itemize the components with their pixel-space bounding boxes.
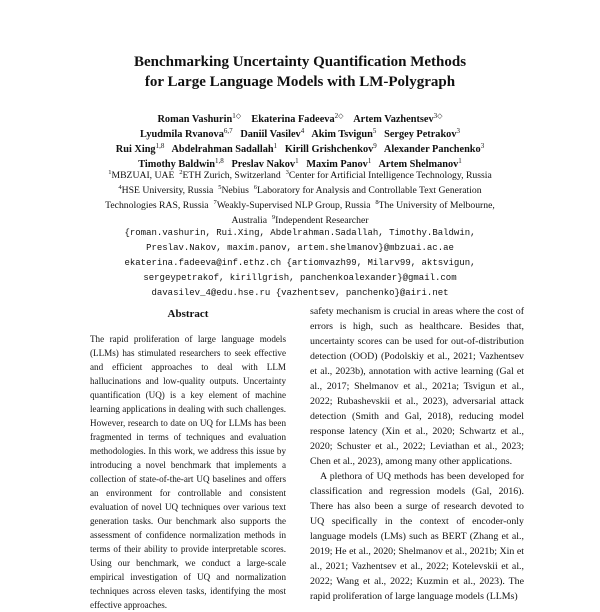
author-affiliation-mark: 9 [373,142,377,150]
affiliation-number: 2 [179,169,183,176]
affiliation-line-3 [80,198,520,213]
body-paragraph-1: safety mechanism is crucial in areas where the cost of errors is high, such as healthcare. Besides that, uncertainty scores can be used for out-of-distribution detection (OOD) (Podolskiy et al., 2021; Vazhentsev et al., 2023b), annotation with active learning (Gal et al., 2017; Shelmanov et al., 2021a; Tsvigun et al., 2022; Rubashevskii et al., 2023), adversarial attack detection (Smith and Gal, 2018), reducing model response latency (Xin et al., 2020; Schwartz et al., 2020; Schuster et al., 2022; Leviathan et al., 2023; Chen et al., 2023), among many other applications. [310,306,524,467]
paper-title [0,52,600,92]
author-name: Preslav Nakov [231,159,296,170]
affiliation-number: 9 [271,214,276,221]
title-line-2: for Large Language Models with LM-Polygraph [144,74,456,90]
author-line-3 [70,142,530,157]
email-line-2: Preslav.Nakov, maxim.panov, artem.shelmanov}@mbzuai.ac.ae [146,243,454,253]
email-line-1: {roman.vashurin, Rui.Xing, Abdelrahman.Sadallah, Timothy.Baldwin, [124,228,476,238]
author-name: Sergey Petrakov [384,129,457,140]
author-name: Kirill Grishchenkov [284,144,374,155]
affiliation-text: Center for Artificial Intelligence Technology, Russia [288,170,492,181]
affiliation-number: 1 [108,169,112,176]
author-affiliation-mark: 1 [295,157,299,165]
author-name: Rui Xing [115,144,156,155]
author-affiliation-mark: 3 [456,127,460,135]
author-affiliation-mark: 1 [458,157,462,165]
abstract-text: The rapid proliferation of large language models (LLMs) has stimulated researchers to seek effective and efficient approaches to deal with LLM hallucinations and low-quality outputs. Uncertainty quantification (UQ) is a key element of machine learning applications in dealing with such challenges. However, research to date on UQ for LLMs has been fragmented in terms of techniques and evaluation methodologies. In this work, we address this issue by introducing a novel benchmark that implements a collection of state-of-the-art UQ baselines and offers an environment for controllable and consistent evaluation of novel UQ techniques over various text generation tasks. Our benchmark also supports the assessment of confidence normalization methods in terms of their ability to provide interpretable scores. Using our benchmark, we conduct a large-scale empirical investigation of UQ and normalization techniques across eleven tasks, identifying the most effective approaches. [90,334,286,610]
author-line-2 [70,127,530,142]
author-affiliation-mark: 4 [300,127,305,135]
affiliation-text: The University of Melbourne, [378,200,495,211]
author-affiliation-mark: 1 [273,142,278,150]
affiliation-line-1 [80,168,520,183]
affiliation-text: Weakly-Supervised NLP Group, Russia [216,200,371,211]
affiliation-text: Nebius [221,185,249,196]
author-name: Ekaterina Fadeeva [251,114,335,125]
affiliation-number: 7 [213,199,217,206]
affiliation-number: 6 [253,184,257,191]
affiliation-number: 5 [218,184,222,191]
affiliation-text: Independent Researcher [275,215,369,226]
author-name: Artem Shelmanov [378,159,459,170]
author-name: Maxim Panov [306,159,368,170]
author-affiliation-mark: 3◇ [433,112,443,120]
author-affiliation-mark: 6,7 [223,127,233,135]
author-name: Lyudmila Rvanova [140,129,224,140]
author-affiliation-mark: 1 [367,157,372,165]
email-line-5: davasilev_4@edu.hse.ru {vazhentsev, panchenko}@airi.net [151,288,449,298]
author-affiliation-mark: 5 [372,127,377,135]
affiliation-line-2 [80,183,520,198]
email-line-3: ekaterina.fadeeva@inf.ethz.ch {artiomvazh99, Milarv99, aktsvigun, [124,258,476,268]
introduction-column [310,304,524,600]
affiliation-text: Laboratory for Analysis and Controllable Text Generation [256,185,482,196]
body-paragraph-2: A plethora of UQ methods has been developed for classification and regression models (Gal, 2016). There has also been a surge of research devoted to UQ specifically in the context of encoder-only language models (LMs) such as BERT (Zhang et al., 2019; He et al., 2020; Shelmanov et al., 2021b; Xin et al., 2021; Vazhentsev et al., 2022; Kotelevskii et al., 2022; Wang et al., 2022; Kuzmin et al., 2023). The rapid proliferation of large language models (LLMs) [310,471,524,602]
author-list [70,112,530,172]
affiliation-number: 8 [375,199,379,206]
author-name: Artem Vazhentsev [353,114,434,125]
affiliation-text: Technologies RAS, Russia [105,200,209,211]
affiliation-text: Australia [231,215,268,226]
affiliation-number: 4 [118,184,122,191]
author-affiliation-mark: 1,8 [155,142,165,150]
title-line-1: Benchmarking Uncertainty Quantification Methods [133,54,467,70]
author-name: Abdelrahman Sadallah [171,144,274,155]
author-name: Roman Vashurin [157,114,233,125]
email-line-4: sergeypetrakof, kirillgrish, panchenkoalexander}@gmail.com [143,273,457,283]
author-line-1 [70,112,530,127]
author-name: Timothy Baldwin [138,159,215,170]
affiliation-text: HSE University, Russia [121,185,214,196]
author-name: Alexander Panchenko [383,144,481,155]
affiliation-text: ETH Zurich, Switzerland [182,170,281,181]
author-affiliation-mark: 1,8 [215,157,224,165]
affiliation-text: MBZUAI, UAE [111,170,175,181]
author-affiliation-mark: 2◇ [334,112,344,120]
author-name: Akim Tsvigun [311,129,373,140]
affiliation-number: 3 [285,169,289,176]
author-affiliation-mark: 1◇ [232,112,242,120]
author-affiliation-mark: 3 [480,142,485,150]
email-list [80,226,520,301]
affiliation-list [80,168,520,228]
author-name: Daniil Vasilev [240,129,301,140]
abstract-heading: Abstract [167,308,209,320]
